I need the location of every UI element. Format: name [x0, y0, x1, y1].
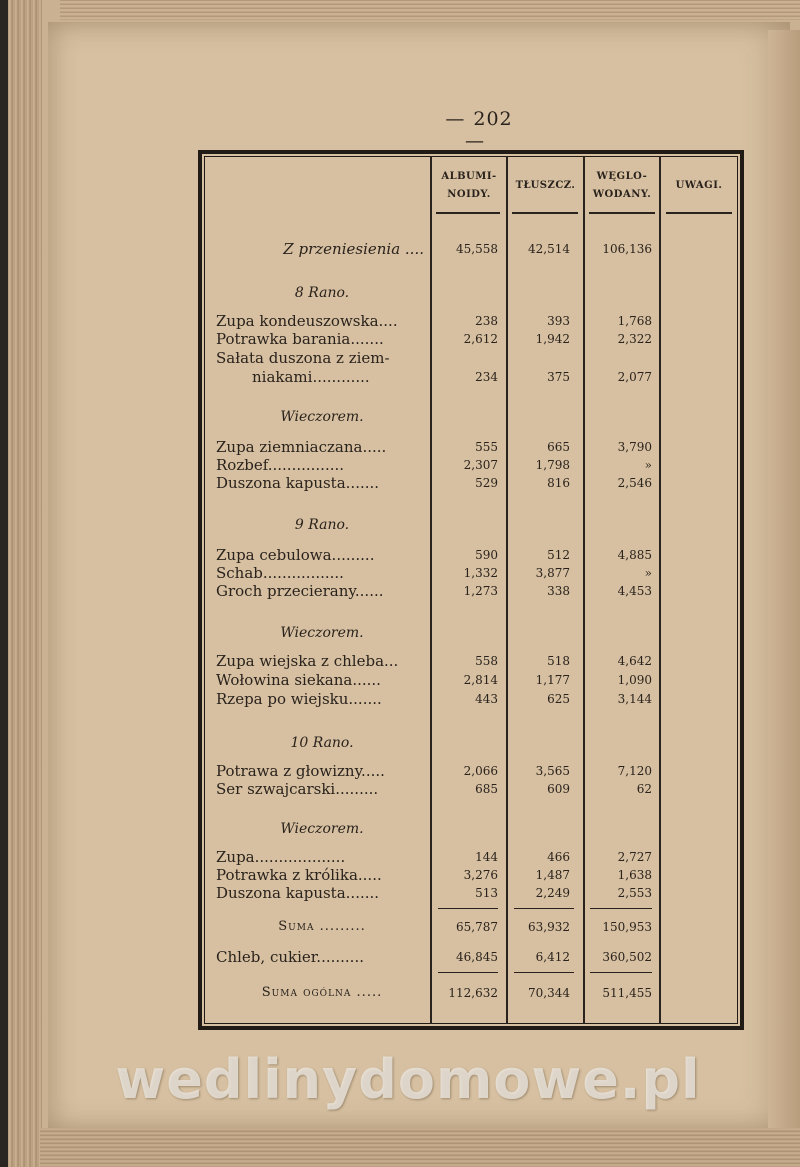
row-tluszcz: 625	[547, 692, 570, 706]
suma-ogolna-albuminoidy: 112,632	[448, 986, 498, 1000]
section-heading: Wieczorem.	[280, 625, 364, 641]
row-albuminoidy: 513	[475, 886, 498, 900]
row-albuminoidy: 2,066	[463, 764, 498, 778]
row-albuminoidy: 238	[475, 314, 498, 328]
row-weglowodany: 4,642	[617, 654, 652, 668]
sum-rule-2	[514, 908, 574, 909]
page-number: — 202—	[445, 108, 513, 152]
carry-tluszcz: 42,514	[528, 242, 570, 256]
suma-ogolna-tluszcz: 70,344	[528, 986, 570, 1000]
row-albuminoidy: 1,273	[463, 584, 498, 598]
carry-weglowodany: 106,136	[602, 242, 652, 256]
chleb-weglowodany: 360,502	[602, 950, 652, 964]
section-heading: 10 Rano.	[290, 735, 354, 751]
row-weglowodany: 2,322	[617, 332, 652, 346]
suma-label: Suma .........	[278, 919, 366, 934]
sum-rule-3	[590, 908, 652, 909]
row-weglowodany: 4,453	[617, 584, 652, 598]
row-tluszcz: 3,565	[535, 764, 570, 778]
column-divider-2	[506, 156, 508, 1024]
sum-rule-1	[438, 908, 498, 909]
row-weglowodany: 62	[636, 782, 652, 796]
page-edges-left	[8, 0, 42, 1167]
suma-weglowodany: 150,953	[602, 920, 652, 934]
section-heading: 9 Rano.	[294, 517, 350, 533]
row-label: Schab.................	[216, 564, 344, 582]
header-rule-1	[436, 212, 500, 214]
suma-ogolna-weglowodany: 511,455	[602, 986, 652, 1000]
row-label: Rzepa po wiejsku.......	[216, 690, 382, 708]
column-divider-4	[659, 156, 661, 1024]
header-weglowodany: WĘGLO- WODANY.	[592, 171, 652, 200]
row-albuminoidy: 2,612	[463, 332, 498, 346]
row-albuminoidy: 234	[475, 370, 498, 384]
row-albuminoidy: 1,332	[463, 566, 498, 580]
row-label: Zupa kondeuszowska....	[216, 312, 398, 330]
row-weglowodany: 3,144	[617, 692, 652, 706]
row-weglowodany: 1,638	[617, 868, 652, 882]
carry-label: Z przeniesienia ....	[283, 240, 424, 258]
row-albuminoidy: 2,307	[463, 458, 498, 472]
row-label: Potrawka z królika.....	[216, 866, 382, 884]
row-label-continued: niakami............	[252, 368, 370, 386]
row-tluszcz: 512	[547, 548, 570, 562]
row-tluszcz: 816	[547, 476, 570, 490]
suma-albuminoidy: 65,787	[456, 920, 498, 934]
row-tluszcz: 609	[547, 782, 570, 796]
row-albuminoidy: 558	[475, 654, 498, 668]
row-tluszcz: 375	[547, 370, 570, 384]
row-tluszcz: 3,877	[535, 566, 570, 580]
row-albuminoidy: 443	[475, 692, 498, 706]
header-rule-2	[512, 212, 578, 214]
chleb-albuminoidy: 46,845	[456, 950, 498, 964]
row-weglowodany: »	[644, 566, 652, 580]
page-curl-right	[768, 30, 800, 1130]
row-tluszcz: 1,942	[535, 332, 570, 346]
chleb-label: Chleb, cukier..........	[216, 948, 364, 966]
page-edges-top	[60, 0, 800, 20]
row-tluszcz: 338	[547, 584, 570, 598]
row-tluszcz: 393	[547, 314, 570, 328]
total-rule-2	[514, 972, 574, 973]
row-label: Groch przecierany......	[216, 582, 384, 600]
row-label: Wołowina siekana......	[216, 671, 381, 689]
total-rule-1	[438, 972, 498, 973]
row-tluszcz: 1,177	[535, 673, 570, 687]
row-albuminoidy: 555	[475, 440, 498, 454]
section-heading: Wieczorem.	[280, 821, 364, 837]
header-tluszcz: TŁUSZCZ.	[515, 180, 576, 191]
header-albuminoidy: ALBUMI- NOIDY.	[441, 171, 497, 200]
chleb-tluszcz: 6,412	[535, 950, 570, 964]
row-tluszcz: 1,798	[535, 458, 570, 472]
row-weglowodany: 2,727	[617, 850, 652, 864]
row-weglowodany: »	[644, 458, 652, 472]
row-weglowodany: 2,546	[617, 476, 652, 490]
row-weglowodany: 4,885	[617, 548, 652, 562]
row-label: Zupa wiejska z chleba...	[216, 652, 399, 670]
row-albuminoidy: 3,276	[463, 868, 498, 882]
row-albuminoidy: 144	[475, 850, 498, 864]
header-rule-3	[589, 212, 655, 214]
row-label: Zupa ziemniaczana.....	[216, 438, 387, 456]
row-label: Potrawa z głowizny.....	[216, 762, 385, 780]
row-weglowodany: 3,790	[617, 440, 652, 454]
row-label: Duszona kapusta.......	[216, 474, 380, 492]
row-label: Zupa...................	[216, 848, 346, 866]
row-tluszcz: 518	[547, 654, 570, 668]
row-label: Ser szwajcarski.........	[216, 780, 379, 798]
column-divider-1	[430, 156, 432, 1024]
row-weglowodany: 1,768	[617, 314, 652, 328]
carry-albuminoidy: 45,558	[456, 242, 498, 256]
row-label: Zupa cebulowa.........	[216, 546, 375, 564]
section-heading: 8 Rano.	[294, 285, 350, 301]
column-divider-3	[583, 156, 585, 1024]
row-weglowodany: 7,120	[617, 764, 652, 778]
row-label: Rozbef................	[216, 456, 345, 474]
row-albuminoidy: 685	[475, 782, 498, 796]
row-tluszcz: 665	[547, 440, 570, 454]
suma-ogolna-label: Suma ogólna .....	[261, 985, 383, 1000]
row-tluszcz: 466	[547, 850, 570, 864]
row-albuminoidy: 2,814	[463, 673, 498, 687]
row-tluszcz: 2,249	[535, 886, 570, 900]
page-edges-bottom	[40, 1128, 800, 1167]
row-weglowodany: 2,553	[617, 886, 652, 900]
row-albuminoidy: 590	[475, 548, 498, 562]
row-label: Potrawka barania.......	[216, 330, 384, 348]
row-albuminoidy: 529	[475, 476, 498, 490]
section-heading: Wieczorem.	[280, 409, 364, 425]
row-weglowodany: 2,077	[617, 370, 652, 384]
total-rule-3	[590, 972, 652, 973]
row-weglowodany: 1,090	[617, 673, 652, 687]
suma-tluszcz: 63,932	[528, 920, 570, 934]
row-label: Sałata duszona z ziem-	[216, 349, 390, 367]
watermark: wedlinydomowe.pl	[115, 1048, 701, 1111]
header-rule-4	[666, 212, 732, 214]
row-tluszcz: 1,487	[535, 868, 570, 882]
row-label: Duszona kapusta.......	[216, 884, 380, 902]
header-uwagi: UWAGI.	[675, 180, 723, 191]
